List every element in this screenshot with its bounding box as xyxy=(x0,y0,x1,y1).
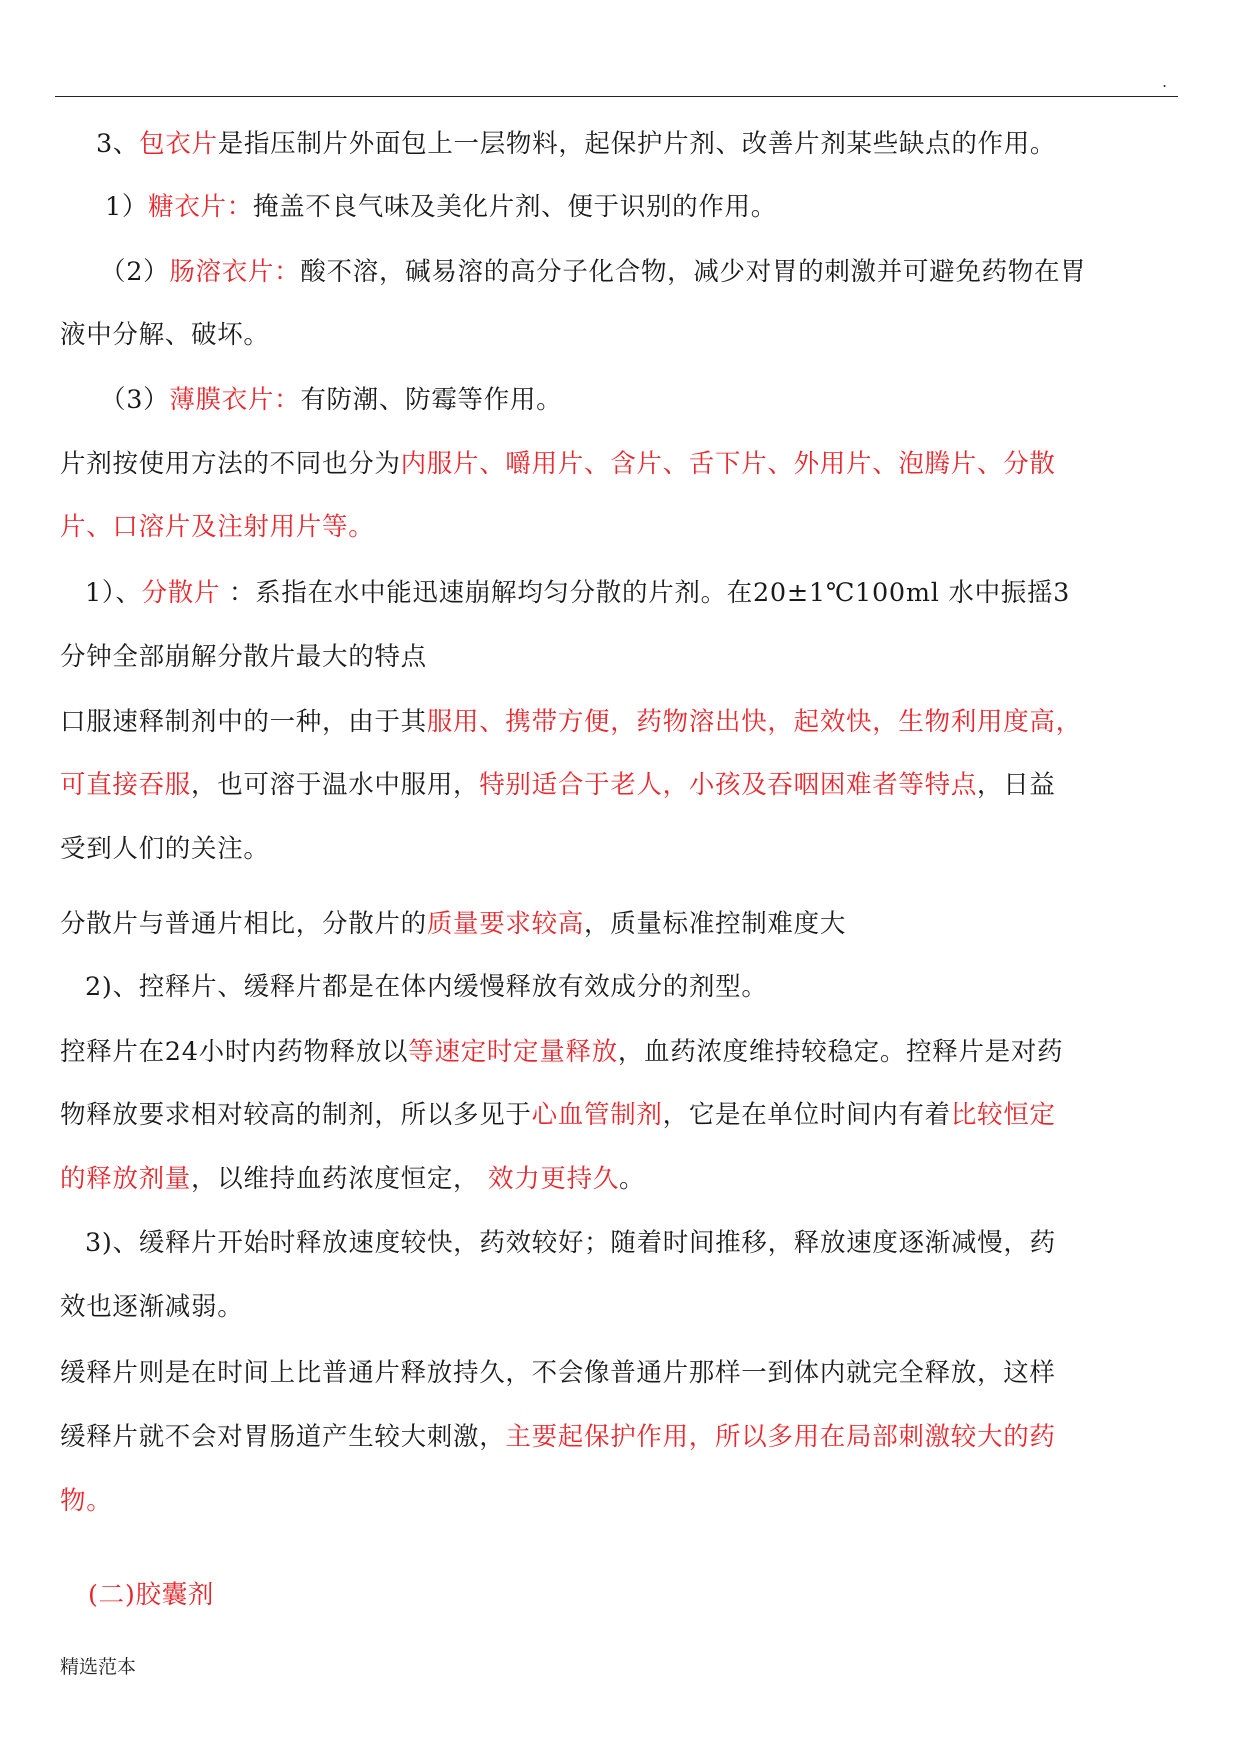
text-line xyxy=(60,510,1190,544)
text-run: 3)、缓释片开始时释放速度较快，药效较好；随着时间推移，释放速度逐渐减慢，药 xyxy=(85,1228,1056,1258)
text-run: ：系指在水中能迅速崩解均匀分散的片剂。在20±1℃100ml 水中振摇3 xyxy=(220,578,1071,608)
text-line xyxy=(60,1098,1190,1132)
highlighted-term: 比较恒定 xyxy=(950,1100,1056,1130)
header-rule xyxy=(55,96,1178,97)
text-line xyxy=(60,447,1190,481)
highlighted-term: 主要起保护作用，所以多用在局部刺激较大的药 xyxy=(505,1422,1056,1452)
highlighted-term: 片、口溶片及注射用片等。 xyxy=(60,512,375,542)
text-run: 是指压制片外面包上一层物料，起保护片剂、改善片剂某些缺点的作用。 xyxy=(217,129,1057,159)
text-run: ，日益 xyxy=(977,770,1056,800)
header-dot: . xyxy=(1162,72,1168,91)
text-line xyxy=(60,832,1190,866)
text-run: 缓释片就不会对胃肠道产生较大刺激， xyxy=(60,1422,506,1452)
highlighted-term: 包衣片 xyxy=(139,129,218,159)
text-run: ，血药浓度维持较稳定。控释片是对药 xyxy=(617,1037,1064,1067)
text-run: 掩盖不良气味及美化片剂、便于识别的作用。 xyxy=(252,192,777,222)
text-line xyxy=(60,640,1190,674)
text-run: 分散片与普通片相比，分散片的 xyxy=(60,909,427,939)
text-run: （2） xyxy=(100,257,170,287)
text-line xyxy=(60,907,1190,941)
highlighted-term: 效力更持久 xyxy=(488,1164,620,1194)
text-run: 口服速释制剂中的一种，由于其 xyxy=(60,707,427,737)
text-run: ，也可溶于温水中服用， xyxy=(191,770,480,800)
highlighted-term: 质量要求较高 xyxy=(426,909,585,939)
text-run: 片剂按使用方法的不同也分为 xyxy=(60,449,401,479)
text-line xyxy=(85,970,1215,1004)
highlighted-term: 心血管制剂 xyxy=(531,1100,663,1130)
text-line xyxy=(85,1226,1215,1260)
text-line xyxy=(60,1290,1190,1324)
text-run: ，以维持血药浓度恒定， xyxy=(191,1164,489,1194)
text-line xyxy=(60,318,1190,352)
text-run: （3） xyxy=(100,385,170,415)
text-run: 1） xyxy=(105,192,149,222)
text-run: 3、 xyxy=(96,129,140,159)
highlighted-term: 特别适合于老人，小孩及吞咽困难者等特点 xyxy=(479,770,978,800)
highlighted-term: 糖衣片： xyxy=(148,192,253,222)
text-line xyxy=(60,1484,1190,1518)
text-run: 2)、控释片、缓释片都是在体内缓慢释放有效成分的剂型。 xyxy=(85,972,768,1002)
text-line xyxy=(60,1162,1190,1196)
text-line xyxy=(88,1578,1218,1612)
highlighted-term: 薄膜衣片： xyxy=(169,385,301,415)
text-run: 物释放要求相对较高的制剂，所以多见于 xyxy=(60,1100,532,1130)
text-run: 有防潮、防霉等作用。 xyxy=(300,385,563,415)
text-run: 缓释片则是在时间上比普通片释放持久，不会像普通片那样一到体内就完全释放，这样 xyxy=(60,1358,1056,1388)
text-line xyxy=(60,1420,1190,1454)
text-run: ，质量标准控制难度大 xyxy=(584,909,847,939)
text-run: ，它是在单位时间内有着 xyxy=(662,1100,951,1130)
highlighted-term: 分散片 xyxy=(141,578,221,608)
text-run: 。 xyxy=(619,1164,646,1194)
text-line xyxy=(60,1356,1190,1390)
text-line xyxy=(85,576,1215,610)
text-run: 液中分解、破坏。 xyxy=(60,320,270,350)
text-line xyxy=(60,768,1190,802)
footer-text: 精选范本 xyxy=(60,1656,137,1678)
highlighted-term: 服用、携带方便，药物溶出快，起效快，生物利用度高， xyxy=(426,707,1082,737)
highlighted-term: 物。 xyxy=(60,1486,113,1516)
highlighted-term: 肠溶衣片： xyxy=(169,257,301,287)
text-line xyxy=(105,190,1235,224)
text-line xyxy=(100,383,1230,417)
text-run: 控释片在24小时内药物释放以 xyxy=(60,1037,409,1067)
text-run: 受到人们的关注。 xyxy=(60,834,270,864)
text-run: 1）、 xyxy=(85,578,142,608)
highlighted-term: 内服片、嚼用片、含片、舌下片、外用片、泡腾片、分散 xyxy=(400,449,1056,479)
text-line xyxy=(100,255,1230,289)
text-line xyxy=(96,127,1226,161)
highlighted-term: 等速定时定量释放 xyxy=(408,1037,618,1067)
highlighted-term: 的释放剂量 xyxy=(60,1164,192,1194)
text-line xyxy=(60,1035,1190,1069)
highlighted-term: (二)胶囊剂 xyxy=(88,1580,215,1610)
text-line xyxy=(60,705,1190,739)
text-run: 效也逐渐减弱。 xyxy=(60,1292,244,1322)
text-run: 分钟全部崩解分散片最大的特点 xyxy=(60,642,427,672)
text-run: 酸不溶，碱易溶的高分子化合物，减少对胃的刺激并可避免药物在胃 xyxy=(300,257,1087,287)
highlighted-term: 可直接吞服 xyxy=(60,770,192,800)
